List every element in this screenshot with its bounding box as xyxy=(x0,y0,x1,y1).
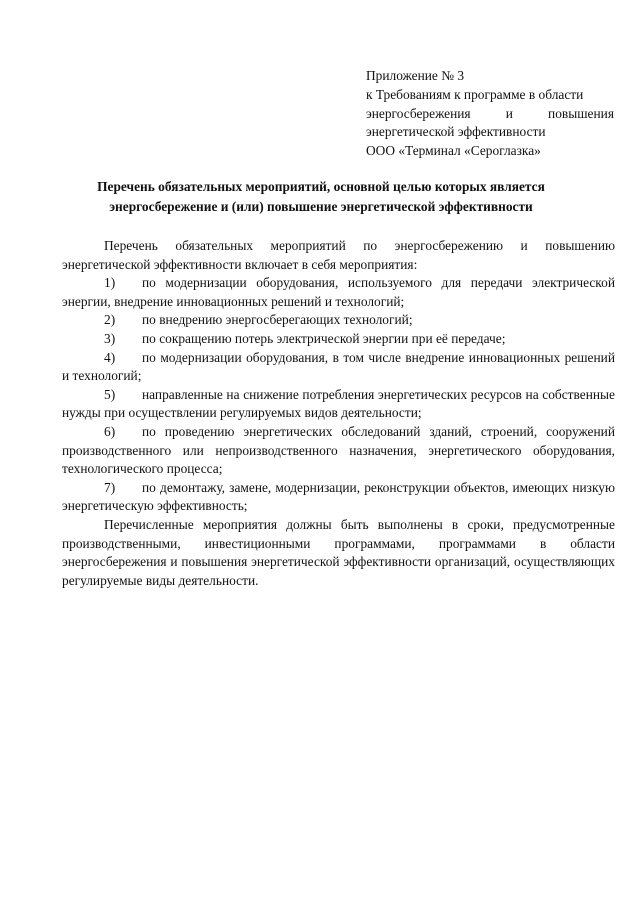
item-text: направленные на снижение потребления энергетических ресурсов на собственные нужды при осуществлении регулируемых видов деятельности; xyxy=(62,386,615,421)
list-item xyxy=(62,386,615,423)
item-number: 7) xyxy=(104,479,116,495)
list-item xyxy=(62,479,615,516)
item-text: по проведению энергетических обследований зданий, строений, сооружений производственного или непроизводственного назначения, энергетического оборудования, технологического процесса; xyxy=(62,423,615,477)
document-title xyxy=(62,177,580,217)
item-number: 4) xyxy=(104,349,116,365)
appendix-line: энергетической эффективности xyxy=(366,124,546,140)
intro-paragraph: Перечень обязательных мероприятий по энергосбережению и повышению энергетической эффективности включает в себя мероприятия: xyxy=(62,238,615,272)
item-text: по внедрению энергосберегающих технологий; xyxy=(142,312,413,328)
item-text: по демонтажу, замене, модернизации, реконструкции объектов, имеющих низкую энергетическую эффективность; xyxy=(62,479,615,514)
appendix-organization: ООО «Терминал «Сероглазка» xyxy=(366,143,541,159)
title-line: Перечень обязательных мероприятий, основной целью которых является xyxy=(97,179,545,194)
appendix-number: Приложение № 3 xyxy=(366,68,465,83)
item-text: по модернизации оборудования, используемого для передачи электрической энергии, внедрение инновационных решений и технологий; xyxy=(62,275,615,309)
item-number: 1) xyxy=(104,275,116,291)
closing-paragraph: Перечисленные мероприятия должны быть выполнены в сроки, предусмотренные производственными, инвестиционными программами, программами в области энергосбережения и повышения энергетической эффективности организаций, осуществляющих регулируемые виды деятельности. xyxy=(62,516,615,588)
appendix-header xyxy=(366,67,614,161)
item-text: по модернизации оборудования, в том числе внедрение инновационных решений и технологий; xyxy=(62,349,615,384)
list-item xyxy=(62,330,615,349)
title-line: энергосбережение и (или) повышение энергетической эффективности xyxy=(109,199,533,214)
appendix-line: к Требованиям к программе в области xyxy=(366,86,584,102)
item-number: 6) xyxy=(104,423,116,439)
list-item xyxy=(62,311,615,330)
list-item xyxy=(62,274,615,311)
list-item xyxy=(62,423,615,479)
item-number: 5) xyxy=(104,386,116,402)
appendix-line: энергосбережения и повышения xyxy=(366,105,614,121)
document-body xyxy=(62,237,615,590)
item-number: 3) xyxy=(104,330,116,346)
item-text: по сокращению потерь электрической энергии при её передаче; xyxy=(142,330,506,346)
list-item xyxy=(62,349,615,386)
item-number: 2) xyxy=(104,312,116,328)
